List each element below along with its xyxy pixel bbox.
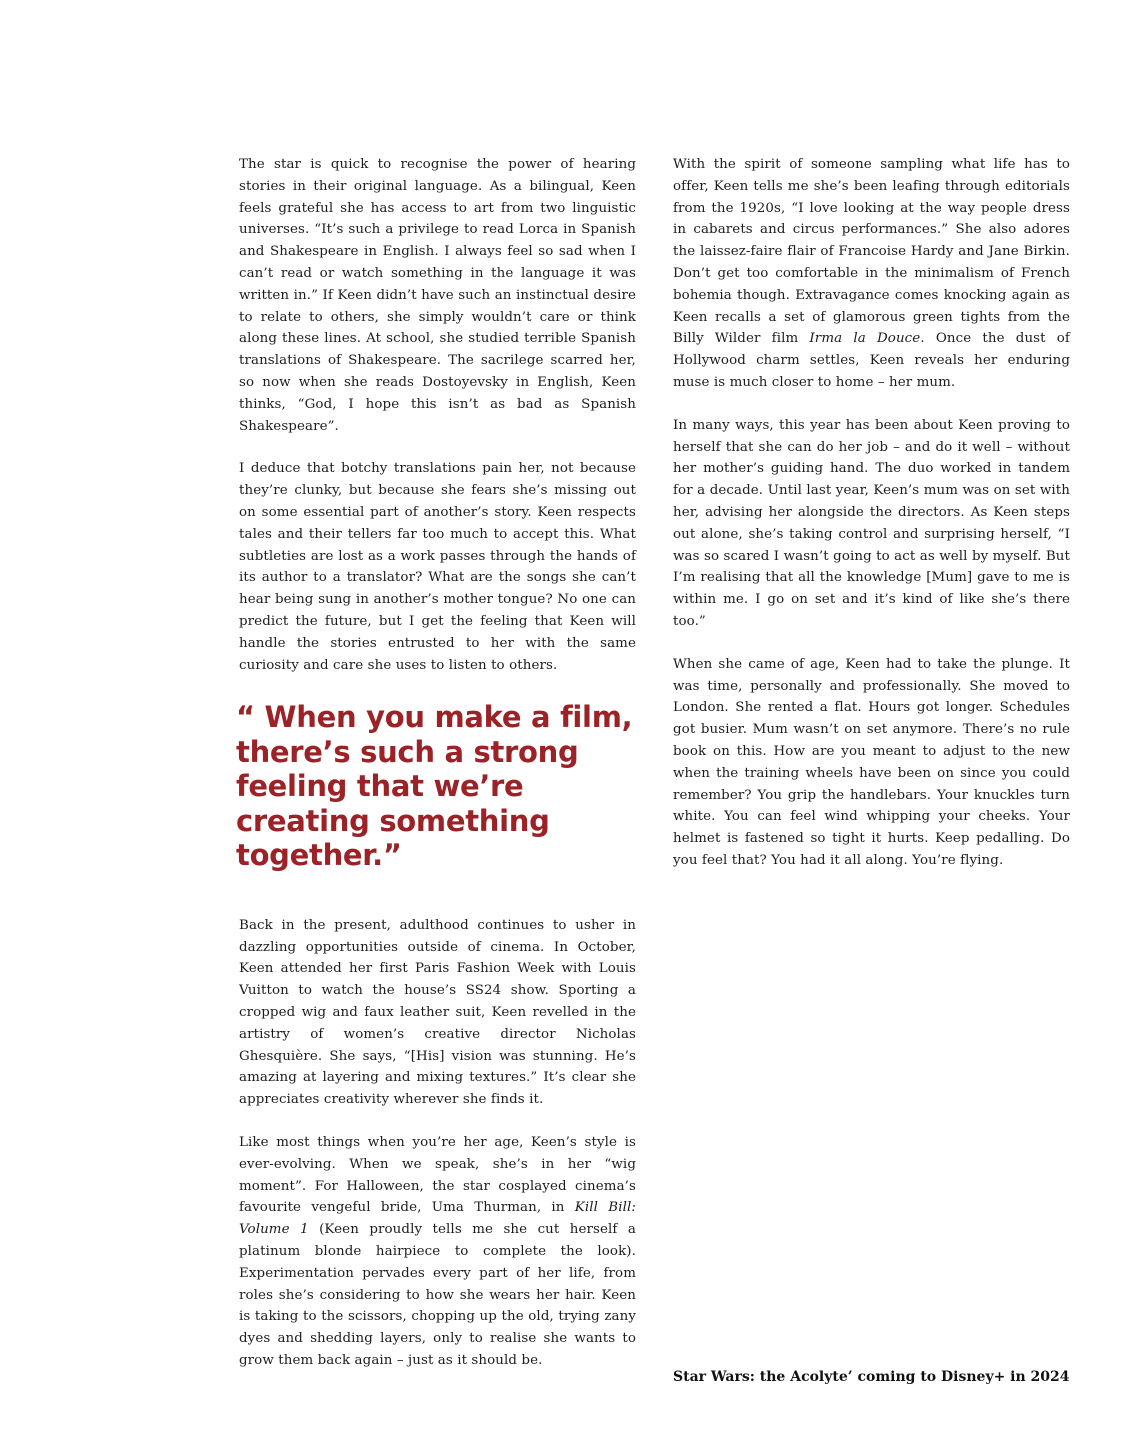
pull-quote: “ When you make a film, there’s such a strong feeling that we’re creating something together.” <box>236 700 633 873</box>
film-title: Kill Bill: Volume 1 <box>239 1200 636 1238</box>
body-paragraph: I deduce that botchy translations pain her, not because they’re clunky, but because she fears she’s missing out on some essential part of another’s story. Keen respects tales and their tellers far too much to accept this. What subtleties are lost as a work passes through the hands of its author to a translator? What are the songs she can’t hear being sung in another’s mother tongue? No one can predict the future, but I get the feeling that Keen will handle the stories entrusted to her with the same curiosity and care she uses to listen to others. <box>239 461 636 673</box>
body-paragraph <box>239 1132 636 1372</box>
body-paragraph: The star is quick to recognise the power of hearing stories in their original language. As a bilingual, Keen feels grateful she has access to art from two linguistic universes. “It’s such a privilege to read Lorca in Spanish and Shakespeare in English. I always feel so sad when I can’t read or watch something in the language it was written in.” If Keen didn’t have such an instinctual desire to relate to others, she simply wouldn’t care or think along these lines. At school, she studied terrible Spanish translations of Shakespeare. The sacrilege scarred her, so now when she reads Dostoyevsky in English, Keen thinks, “God, I hope this isn’t as bad as Spanish Shakespeare”. <box>239 157 636 434</box>
right-column <box>673 154 1070 893</box>
body-paragraph: In many ways, this year has been about Keen proving to herself that she can do her job – and do it well – without her mother’s guiding hand. The duo worked in tandem for a decade. Until last year, Keen’s mum was on set with her, advising her alongside the directors. As Keen steps out alone, she’s taking control and surprising herself, “I was so scared I wasn’t going to act as well by myself. But I’m realising that all the knowledge [Mum] gave to me is within me. I go on set and it’s kind of like she’s there too.” <box>673 417 1070 629</box>
body-paragraph: When she came of age, Keen had to take the plunge. It was time, personally and professionally. She moved to London. She rented a flat. Hours got longer. Schedules got busier. Mum wasn’t on set anymore. There’s no rule book on this. How are you meant to adjust to the new when the training wheels have been on since you could remember? You grip the handlebars. Your knuckles turn white. You can feel wind whipping your cheeks. Your helmet is fastened so tight it hurts. Keep pedalling. Do you feel that? You had it all along. You’re flying. <box>673 656 1070 868</box>
paragraph-text: . Once the dust of Hollywood charm settles, Keen reveals her enduring muse is much closer to home – her mum. <box>673 331 1070 390</box>
footer-caption: Star Wars: the Acolyte’ coming to Disney+ in 2024 <box>673 1369 1070 1385</box>
paragraph-text: Like most things when you’re her age, Keen’s style is ever-evolving. When we speak, she’s in her “wig moment”. For Halloween, the star cosplayed cinema’s favourite vengeful bride, Uma Thurman, in <box>239 1135 636 1216</box>
paragraph-text: (Keen proudly tells me she cut herself a platinum blonde hairpiece to complete the look). Experimentation pervades every part of her life, from roles she’s considering to how she wears her hair. Keen is taking to the scissors, chopping up the old, trying zany dyes and shedding layers, only to realise she wants to grow them back again – just as it should be. <box>239 1222 636 1368</box>
left-column <box>236 154 636 1393</box>
film-title: Irma la Douce <box>809 331 921 347</box>
paragraph-text: With the spirit of someone sampling what life has to offer, Keen tells me she’s been leafing through editorials from the 1920s, “I love looking at the way people dress in cabarets and circus performances.” She also adores the laissez-faire flair of Francoise Hardy and Jane Birkin. Don’t get too comfortable in the minimalism of French bohemia though. Extravagance comes knocking again as Keen recalls a set of glamorous green tights from the Billy Wilder film <box>673 157 1070 347</box>
body-paragraph: Back in the present, adulthood continues to usher in dazzling opportunities outside of cinema. In October, Keen attended her first Paris Fashion Week with Louis Vuitton to watch the house’s SS24 show. Sporting a cropped wig and faux leather suit, Keen revelled in the artistry of women’s creative director Nicholas Ghesquière. She says, “[His] vision was stunning. He’s amazing at layering and mixing textures.” It’s clear she appreciates creativity wherever she finds it. <box>239 917 636 1108</box>
body-paragraph <box>673 154 1070 394</box>
